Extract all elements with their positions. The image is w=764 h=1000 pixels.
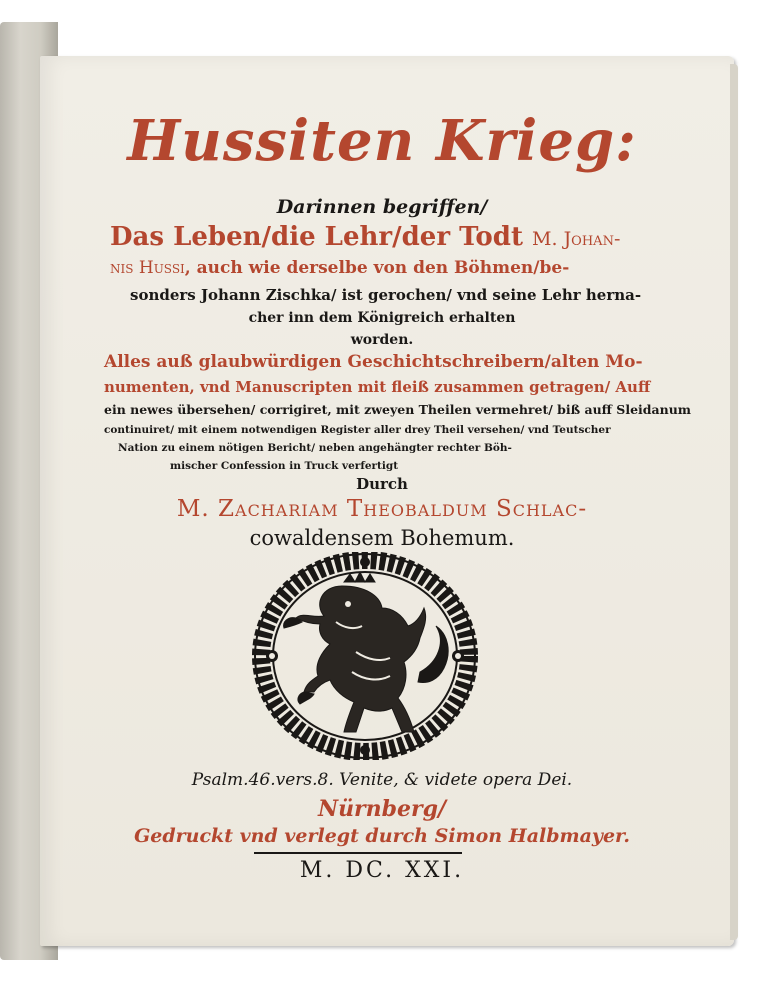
title-line-7: continuiret/ mit einem notwendigen Register aller drey Theil versehen/ vnd Teutscher [104, 424, 611, 436]
title-line-2 [110, 258, 660, 278]
imprint-printer: Gedruckt vnd verlegt durch Simon Halbmayer. [134, 825, 630, 847]
title-line-8: Nation zu einem nötigen Bericht/ neben angehängter rechter Böh- [118, 442, 512, 454]
imprint-rule [254, 852, 462, 854]
psalm-verse: Psalm.46.vers.8. Venite, & videte opera Dei. [191, 770, 573, 790]
book-title: Hussiten Krieg: [127, 108, 637, 174]
title-line-2-red: , auch wie derselbe von den Böhmen/be- [184, 258, 570, 278]
title-line-6: ein newes übersehen/ corrigiret, mit zweyen Theilen vermehret/ biß auff Sleidanum [104, 402, 692, 417]
durch-label: Durch [356, 475, 408, 493]
title-line-9: mischer Confession in Truck verfertigt [170, 460, 399, 472]
title-line-3b: cher inn dem Königreich erhalten [248, 310, 516, 326]
author-line-1: M. Zachariam Theobaldum Schlac- [176, 496, 588, 522]
imprint-place: Nürnberg/ [317, 796, 447, 822]
title-line-1 [110, 222, 670, 252]
title-line-1-black: M. Johan- [532, 228, 621, 250]
lion-rampant-wreath-icon [252, 552, 478, 760]
title-line-1-red: Das Leben/die Lehr/der Todt [110, 222, 533, 252]
subtitle: Darinnen begriffen/ [276, 196, 488, 218]
imprint-year: M. DC. XXI. [299, 858, 465, 883]
title-line-2-name: nis Hussi [110, 258, 185, 278]
title-line-4: Alles auß glaubwürdigen Geschichtschreibern/alten Mo- [104, 352, 643, 372]
author-line-2: cowaldensem Bohemum. [249, 526, 515, 550]
title-line-3c: worden. [350, 332, 414, 348]
title-line-3: sonders Johann Zischka/ ist gerochen/ vnd seine Lehr herna- [130, 286, 642, 304]
title-line-5: numenten, vnd Manuscripten mit fleiß zusammen getragen/ Auff [104, 378, 651, 396]
